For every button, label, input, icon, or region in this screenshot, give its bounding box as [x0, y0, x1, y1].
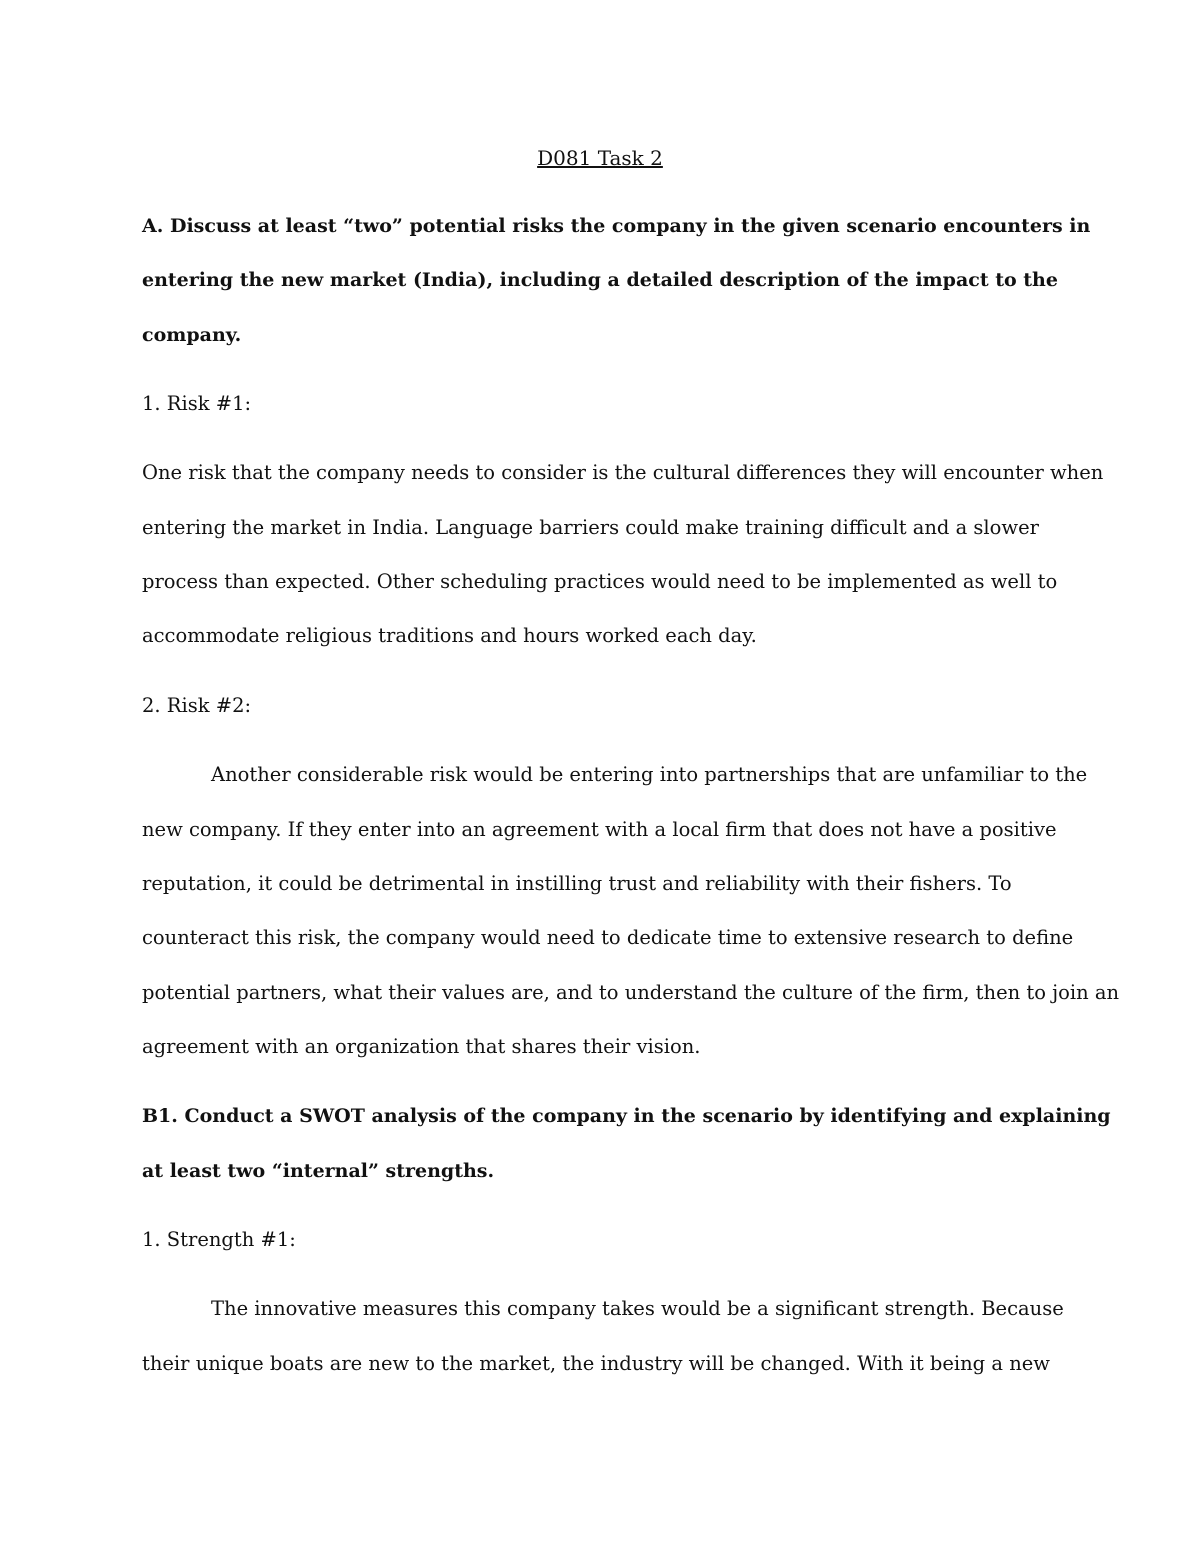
risk-1-label: 1. Risk #1: — [142, 392, 252, 415]
document-title: D081 Task 2 — [537, 146, 663, 170]
strength-1-paragraph-line-1: The innovative measures this company takes would be a significant strength. Because — [211, 1297, 1064, 1320]
risk-1-paragraph-line-2: entering the market in India. Language barriers could make training difficult and a slower — [142, 516, 1039, 539]
section-a-heading-line-2: entering the new market (India), including a detailed description of the impact to the — [142, 269, 1058, 291]
strength-1-paragraph-line-2: their unique boats are new to the market, the industry will be changed. With it being a new — [142, 1352, 1050, 1375]
section-b1-heading-line-2: at least two “internal” strengths. — [142, 1160, 495, 1182]
risk-1-paragraph-line-3: process than expected. Other scheduling practices would need to be implemented as well to — [142, 570, 1058, 593]
section-a-heading-line-3: company. — [142, 324, 242, 346]
risk-2-paragraph-line-5: potential partners, what their values are, and to understand the culture of the firm, then to join an — [142, 981, 1120, 1004]
strength-1-label: 1. Strength #1: — [142, 1228, 296, 1251]
section-b1-heading-line-1: B1. Conduct a SWOT analysis of the company in the scenario by identifying and explaining — [142, 1105, 1111, 1127]
risk-2-paragraph-line-4: counteract this risk, the company would need to dedicate time to extensive research to define — [142, 926, 1074, 949]
risk-2-label: 2. Risk #2: — [142, 694, 252, 717]
risk-2-paragraph-line-3: reputation, it could be detrimental in instilling trust and reliability with their fishers. To — [142, 872, 1012, 895]
risk-1-paragraph-line-1: One risk that the company needs to consider is the cultural differences they will encounter when — [142, 461, 1104, 484]
risk-2-paragraph-line-2: new company. If they enter into an agreement with a local firm that does not have a positive — [142, 818, 1057, 841]
risk-1-paragraph-line-4: accommodate religious traditions and hours worked each day. — [142, 624, 757, 647]
risk-2-paragraph-line-6: agreement with an organization that shares their vision. — [142, 1035, 701, 1058]
risk-2-paragraph-line-1: Another considerable risk would be entering into partnerships that are unfamiliar to the — [211, 763, 1088, 786]
section-a-heading-line-1: A. Discuss at least “two” potential risks the company in the given scenario encounters in — [142, 215, 1091, 237]
